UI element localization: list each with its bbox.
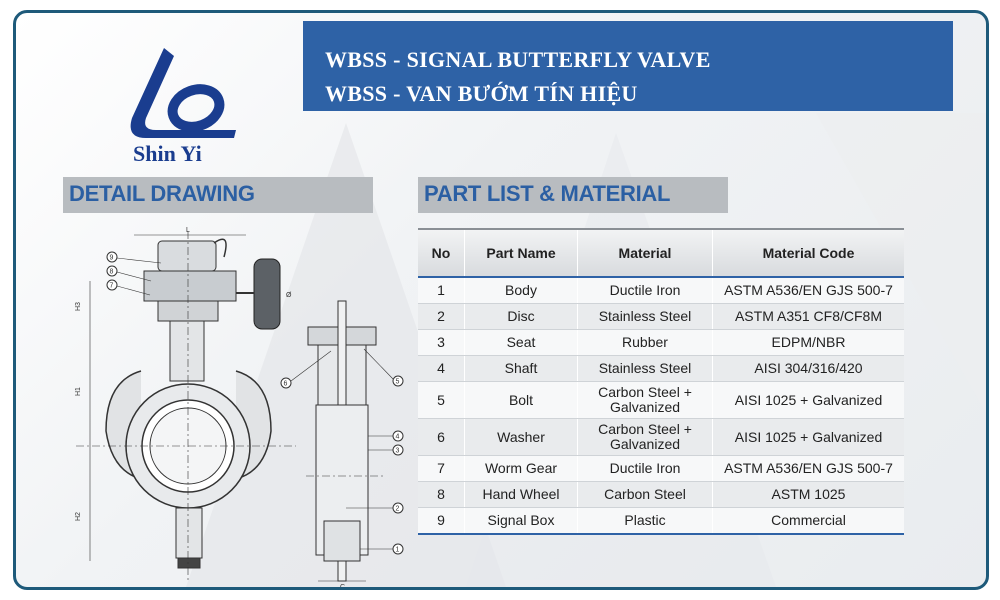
cell-part-name: Washer bbox=[465, 419, 578, 456]
valve-front-view bbox=[75, 227, 296, 581]
cell-material-code: Commercial bbox=[713, 508, 905, 535]
cell-no: 5 bbox=[418, 382, 465, 419]
cell-part-name: Worm Gear bbox=[465, 456, 578, 482]
table-row bbox=[418, 277, 904, 304]
callout-2: 2 bbox=[395, 505, 400, 513]
cell-part-name: Shaft bbox=[465, 356, 578, 382]
cell-material-code: AISI 304/316/420 bbox=[713, 356, 905, 382]
detail-drawing-header: DETAIL DRAWING bbox=[63, 177, 373, 213]
cell-no: 2 bbox=[418, 304, 465, 330]
valve-section-view bbox=[281, 301, 403, 590]
table-row bbox=[418, 356, 904, 382]
cell-material-code: EDPM/NBR bbox=[713, 330, 905, 356]
label-H2: H2 bbox=[75, 512, 82, 521]
cell-part-name: Disc bbox=[465, 304, 578, 330]
cell-material: Carbon Steel + Galvanized bbox=[578, 419, 713, 456]
cell-part-name: Seat bbox=[465, 330, 578, 356]
table-row bbox=[418, 304, 904, 330]
table-header-row bbox=[418, 229, 904, 277]
callout-8: 8 bbox=[109, 268, 114, 276]
table-row bbox=[418, 482, 904, 508]
cell-material: Plastic bbox=[578, 508, 713, 535]
cell-no: 4 bbox=[418, 356, 465, 382]
cell-material: Stainless Steel bbox=[578, 356, 713, 382]
cell-no: 7 bbox=[418, 456, 465, 482]
part-list-header: PART LIST & MATERIAL bbox=[418, 177, 728, 213]
table-row bbox=[418, 382, 904, 419]
cell-no: 3 bbox=[418, 330, 465, 356]
cell-no: 1 bbox=[418, 277, 465, 304]
header-material: Material bbox=[578, 229, 713, 277]
table-row bbox=[418, 508, 904, 535]
table-row bbox=[418, 419, 904, 456]
callout-9: 9 bbox=[109, 254, 114, 262]
cell-part-name: Bolt bbox=[465, 382, 578, 419]
cell-material: Ductile Iron bbox=[578, 456, 713, 482]
cell-material: Ductile Iron bbox=[578, 277, 713, 304]
label-H3: H3 bbox=[75, 302, 82, 311]
cell-material-code: ASTM 1025 bbox=[713, 482, 905, 508]
cell-part-name: Signal Box bbox=[465, 508, 578, 535]
table-row bbox=[418, 456, 904, 482]
cell-no: 9 bbox=[418, 508, 465, 535]
cell-material: Stainless Steel bbox=[578, 304, 713, 330]
cell-material: Carbon Steel + Galvanized bbox=[578, 382, 713, 419]
valve-detail-drawing bbox=[46, 221, 426, 590]
cell-material-code: AISI 1025 + Galvanized bbox=[713, 419, 905, 456]
title-banner bbox=[303, 21, 953, 111]
cell-no: 6 bbox=[418, 419, 465, 456]
cell-no: 8 bbox=[418, 482, 465, 508]
callout-1: 1 bbox=[395, 546, 400, 554]
cell-material-code: ASTM A536/EN GJS 500-7 bbox=[713, 277, 905, 304]
cell-material: Carbon Steel bbox=[578, 482, 713, 508]
cell-material-code: AISI 1025 + Galvanized bbox=[713, 382, 905, 419]
callout-3: 3 bbox=[395, 447, 400, 455]
logo-text: Shin Yi bbox=[133, 141, 202, 166]
label-H1: H1 bbox=[75, 387, 82, 396]
table-row bbox=[418, 330, 904, 356]
cell-material-code: ASTM A351 CF8/CF8M bbox=[713, 304, 905, 330]
callout-7: 7 bbox=[109, 282, 114, 290]
callout-6: 6 bbox=[283, 380, 288, 388]
callout-5: 5 bbox=[395, 378, 400, 386]
header-material-code: Material Code bbox=[713, 229, 905, 277]
label-diameter: Ø bbox=[286, 292, 292, 299]
header-no: No bbox=[418, 229, 465, 277]
title-line-1: WBSS - SIGNAL BUTTERFLY VALVE bbox=[325, 47, 711, 72]
title-line-2: WBSS - VAN BƯỚM TÍN HIỆU bbox=[325, 81, 638, 106]
label-C: C bbox=[340, 584, 346, 591]
label-L: L bbox=[186, 227, 190, 234]
callout-4: 4 bbox=[395, 433, 400, 441]
cell-material: Rubber bbox=[578, 330, 713, 356]
cell-material-code: ASTM A536/EN GJS 500-7 bbox=[713, 456, 905, 482]
header-part-name: Part Name bbox=[465, 229, 578, 277]
cell-part-name: Hand Wheel bbox=[465, 482, 578, 508]
cell-part-name: Body bbox=[465, 277, 578, 304]
page-frame bbox=[13, 10, 989, 590]
part-list-table bbox=[418, 228, 904, 535]
